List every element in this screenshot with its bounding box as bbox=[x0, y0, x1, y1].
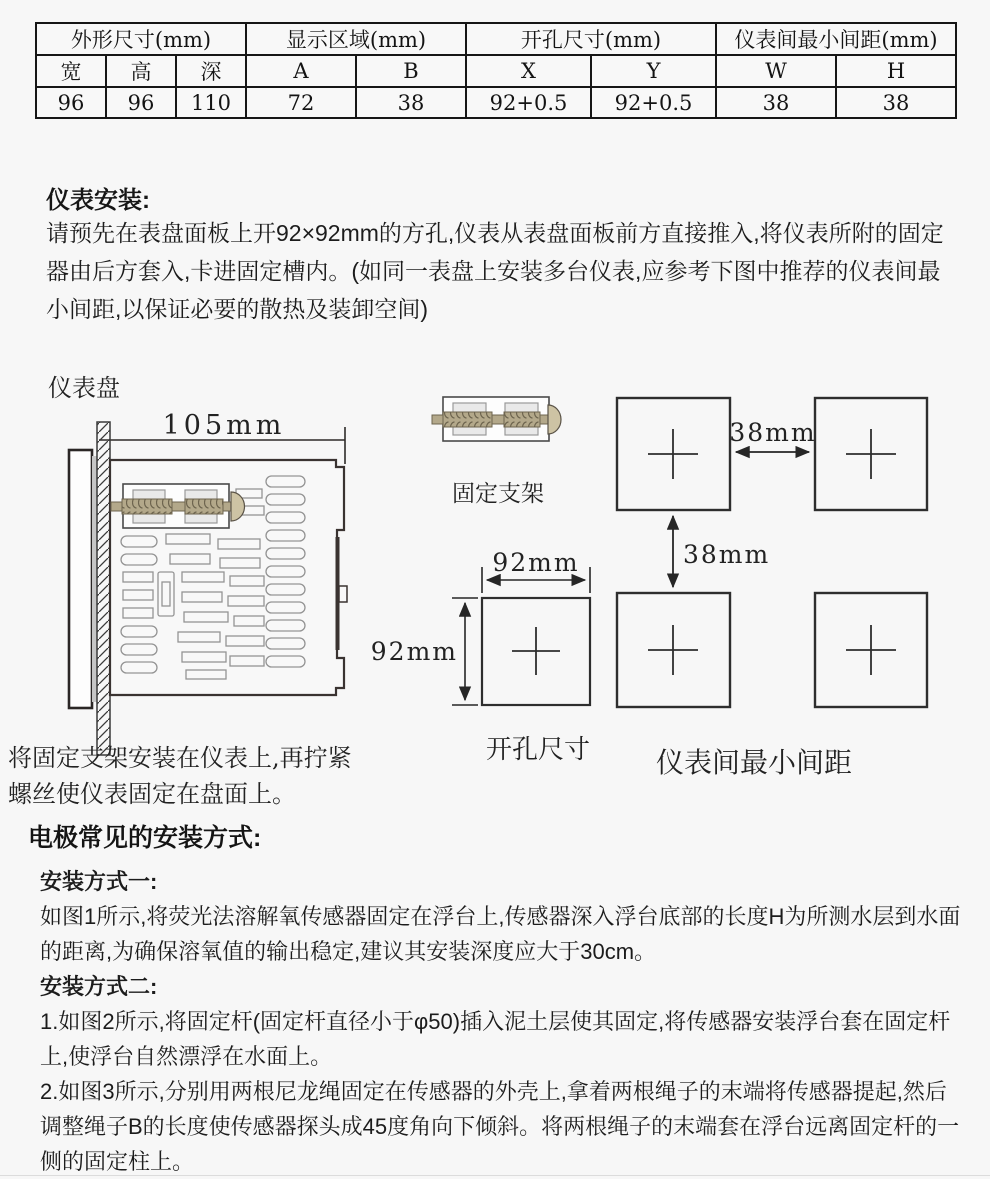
cutout-height-label: 92mm bbox=[370, 637, 458, 666]
panel-wall bbox=[97, 422, 110, 755]
panel-side-view-diagram bbox=[48, 374, 347, 755]
cutout-width-label: 92mm bbox=[492, 548, 580, 577]
spec-value-cell: 38 bbox=[836, 87, 956, 118]
spec-value-cell: 92+0.5 bbox=[466, 87, 591, 118]
method2-title: 安装方式二: bbox=[40, 974, 158, 999]
horizontal-gap-dimension bbox=[729, 418, 816, 452]
spec-value-cell: 72 bbox=[246, 87, 356, 118]
vertical-gap-dimension bbox=[673, 516, 770, 587]
depth-dimension bbox=[99, 410, 345, 464]
spec-col-header: 深 bbox=[176, 55, 246, 87]
cutout-caption: 开孔尺寸 bbox=[486, 735, 591, 765]
dimension-spec-table bbox=[35, 22, 957, 119]
spec-value-cell: 38 bbox=[356, 87, 466, 118]
spec-value-cell: 96 bbox=[106, 87, 176, 118]
group-header-display-area: 显示区域(mm) bbox=[246, 23, 466, 55]
spec-value-cell: 96 bbox=[36, 87, 106, 118]
cutout-height-dimension bbox=[371, 598, 478, 705]
table-subheader-row bbox=[36, 55, 956, 87]
spec-value-cell: 38 bbox=[716, 87, 836, 118]
table-group-header-row bbox=[36, 23, 956, 55]
method2-step1: 1.如图2所示,将固定杆(固定杆直径小于φ50)插入泥土层使其固定,将传感器安装浮台套在固定杆上,使浮台自然漂浮在水面上。 bbox=[40, 1009, 951, 1069]
bracket-caption-line2: 螺丝使仪表固定在盘面上。 bbox=[8, 780, 296, 808]
rear-connector-tab bbox=[339, 586, 347, 602]
spec-col-header: A bbox=[246, 55, 356, 87]
fixing-bracket-diagram bbox=[432, 397, 561, 507]
horizontal-gap-label: 38mm bbox=[729, 418, 817, 447]
spec-value-cell: 92+0.5 bbox=[591, 87, 716, 118]
method1-title: 安装方式一: bbox=[40, 869, 158, 894]
bracket-caption bbox=[8, 744, 352, 808]
table-value-row bbox=[36, 87, 956, 118]
spec-col-header: 宽 bbox=[36, 55, 106, 87]
electrode-install-section bbox=[28, 818, 963, 1179]
spec-col-header: W bbox=[716, 55, 836, 87]
min-spacing-diagram bbox=[617, 398, 927, 779]
cutout-width-dimension bbox=[482, 548, 590, 593]
depth-dimension-label: 105mm bbox=[162, 410, 286, 441]
electrode-body bbox=[40, 864, 963, 1179]
installation-diagram bbox=[0, 370, 990, 816]
meter-front-bezel bbox=[69, 450, 92, 708]
spec-col-header: 高 bbox=[106, 55, 176, 87]
electrode-heading: 电极常见的安装方式: bbox=[28, 824, 262, 852]
cutout-size-diagram bbox=[371, 548, 590, 765]
spacing-caption: 仪表间最小间距 bbox=[656, 746, 853, 779]
meter-install-body: 请预先在表盘面板上开92×92mm的方孔,仪表从表盘面板前方直接推入,将仪表所附的固定器由后方套入,卡进固定槽内。(如同一表盘上安装多台仪表,应参考下图中推荐的仪表间最小间距,以保证必要的散热及装卸空间) bbox=[46, 220, 944, 322]
spec-col-header: B bbox=[356, 55, 466, 87]
method1-body: 如图1所示,将荧光法溶解氧传感器固定在浮台上,传感器深入浮台底部的长度H为所测水层到水面的距离,为确保溶氧值的输出稳定,建议其安装深度应大于30cm。 bbox=[40, 904, 961, 964]
mounted-bracket bbox=[111, 484, 245, 528]
group-header-cutout-size: 开孔尺寸(mm) bbox=[466, 23, 716, 55]
spec-col-header: Y bbox=[591, 55, 716, 87]
group-header-outline-size: 外形尺寸(mm) bbox=[36, 23, 246, 55]
vertical-gap-label: 38mm bbox=[683, 540, 771, 569]
group-header-min-spacing: 仪表间最小间距(mm) bbox=[716, 23, 956, 55]
spec-value-cell: 110 bbox=[176, 87, 246, 118]
bracket-label: 固定支架 bbox=[452, 481, 544, 507]
panel-label: 仪表盘 bbox=[48, 374, 120, 402]
bottom-divider bbox=[0, 1175, 990, 1176]
method2-step2: 2.如图3所示,分别用两根尼龙绳固定在传感器的外壳上,拿着两根绳子的末端将传感器提起,然后调整绳子B的长度使传感器探头成45度角向下倾斜。将两根绳子的末端套在浮台远离固定杆的一侧的固定柱上。 bbox=[40, 1079, 960, 1174]
meter-install-heading: 仪表安装: bbox=[46, 187, 150, 214]
spec-col-header: X bbox=[466, 55, 591, 87]
spec-col-header: H bbox=[836, 55, 956, 87]
bracket-caption-line1: 将固定支架安装在仪表上,再拧紧 bbox=[8, 744, 352, 772]
